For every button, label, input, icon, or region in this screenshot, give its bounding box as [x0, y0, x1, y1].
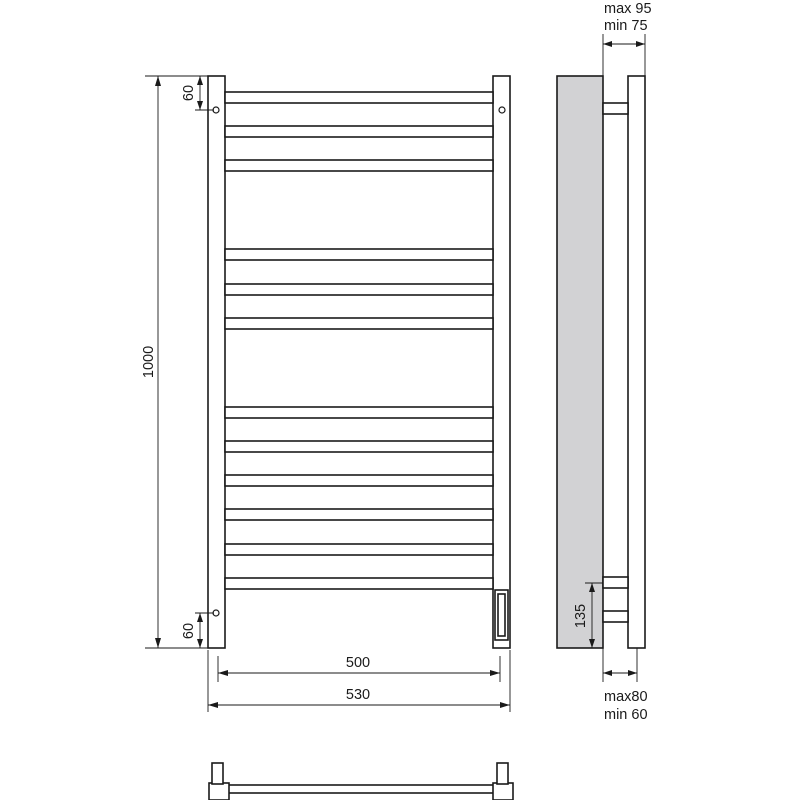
front-view [208, 76, 510, 648]
top-view-bar [227, 785, 498, 793]
crossbar [225, 284, 493, 295]
top-offset-label: 60 [181, 84, 197, 102]
outer-width-label: 530 [345, 687, 371, 703]
crossbar [225, 126, 493, 137]
depth-top-max-label: max 95 [604, 1, 652, 17]
right-post [493, 76, 510, 648]
wall [557, 76, 603, 648]
top-view-left-bracket [212, 763, 223, 784]
top-view-left-post [209, 783, 229, 800]
left-post [208, 76, 225, 648]
crossbar [225, 160, 493, 171]
crossbar [225, 441, 493, 452]
crossbar [225, 544, 493, 555]
crossbars [225, 92, 493, 589]
wall-bracket [603, 103, 628, 114]
wall-bracket [603, 577, 628, 588]
inner-width-label: 500 [345, 655, 371, 671]
crossbar [225, 407, 493, 418]
cable-entry-slot [498, 594, 505, 636]
height-dimension-label: 1000 [141, 345, 157, 379]
side-post [628, 76, 645, 648]
depth-bottom-max-label: max80 [604, 689, 648, 705]
top-view [209, 763, 513, 800]
depth-bottom-min-label: min 60 [604, 707, 648, 723]
crossbar [225, 475, 493, 486]
connection-height-label: 135 [573, 603, 589, 629]
crossbar [225, 92, 493, 103]
wall-bracket [603, 611, 628, 622]
side-view [557, 76, 645, 648]
crossbar [225, 249, 493, 260]
crossbar [225, 578, 493, 589]
mounting-hole [499, 107, 505, 113]
crossbar [225, 318, 493, 329]
crossbar [225, 509, 493, 520]
bottom-offset-label: 60 [181, 622, 197, 640]
top-view-right-post [493, 783, 513, 800]
depth-top-min-label: min 75 [604, 18, 648, 34]
top-view-right-bracket [497, 763, 508, 784]
